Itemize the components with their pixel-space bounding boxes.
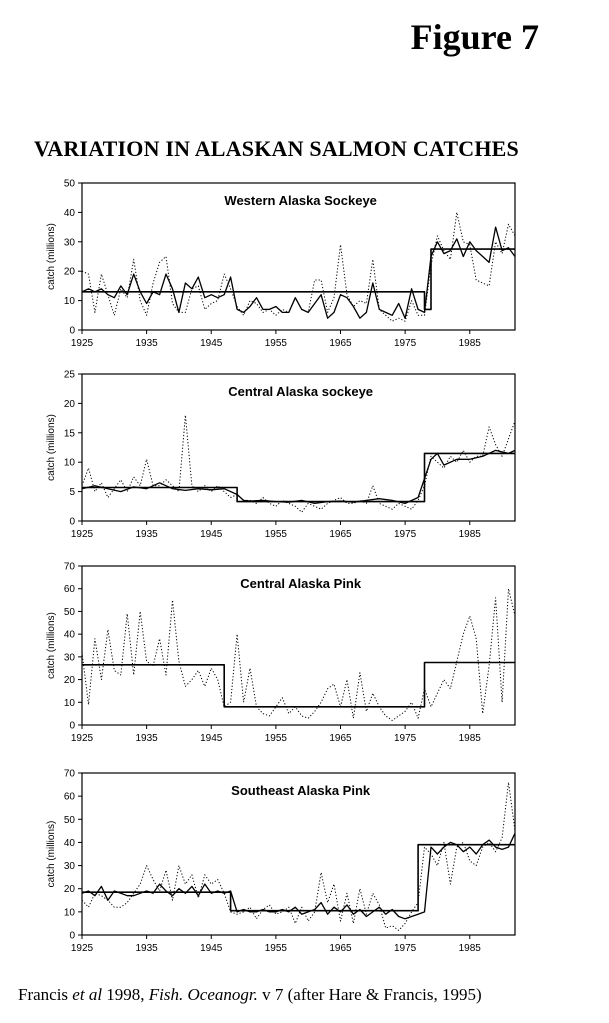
- x-tick-label: 1925: [70, 943, 94, 954]
- x-tick-label: 1965: [329, 733, 352, 744]
- series-solid-line: [82, 227, 515, 318]
- series-step-line: [82, 845, 515, 911]
- y-tick-label: 30: [63, 237, 75, 249]
- x-tick-label: 1955: [264, 338, 288, 349]
- series-dotted-line: [82, 415, 515, 512]
- x-tick-label: 1985: [458, 338, 481, 349]
- caption-journal: Fish. Oceanogr.: [148, 985, 258, 1004]
- panel-title: Central Alaska Pink: [240, 576, 362, 591]
- x-tick-label: 1965: [329, 943, 352, 954]
- y-tick-label: 50: [63, 178, 75, 190]
- x-tick-label: 1975: [394, 338, 417, 349]
- x-tick-label: 1925: [70, 338, 94, 349]
- y-axis-label: catch (millions): [46, 612, 57, 679]
- y-tick-label: 70: [63, 561, 75, 573]
- x-tick-label: 1955: [264, 733, 288, 744]
- y-tick-label: 0: [69, 720, 75, 732]
- y-tick-label: 50: [63, 814, 75, 826]
- x-tick-label: 1945: [200, 943, 223, 954]
- x-tick-label: 1935: [135, 943, 158, 954]
- y-tick-label: 20: [63, 266, 75, 278]
- y-tick-label: 10: [63, 296, 75, 308]
- panel-title: Western Alaska Sockeye: [224, 193, 377, 208]
- x-tick-label: 1955: [264, 943, 288, 954]
- series-step-line: [82, 663, 515, 707]
- panel-title: Central Alaska sockeye: [228, 384, 374, 399]
- x-tick-label: 1975: [394, 529, 417, 540]
- caption-rest: v 7 (after Hare & Francis, 1995): [257, 985, 482, 1004]
- y-tick-label: 5: [69, 487, 75, 499]
- panel-title: Southeast Alaska Pink: [231, 783, 371, 798]
- x-tick-label: 1925: [70, 529, 94, 540]
- x-tick-label: 1945: [200, 733, 223, 744]
- x-tick-label: 1955: [264, 529, 288, 540]
- series-solid-line: [82, 450, 515, 503]
- x-tick-label: 1975: [394, 943, 417, 954]
- y-tick-label: 30: [63, 861, 75, 873]
- x-tick-label: 1935: [135, 733, 158, 744]
- y-axis-label: catch (millions): [46, 820, 57, 888]
- y-tick-label: 40: [63, 837, 75, 849]
- main-title: VARIATION IN ALASKAN SALMON CATCHES: [34, 136, 519, 161]
- x-tick-label: 1925: [70, 733, 94, 744]
- y-tick-label: 10: [63, 697, 75, 709]
- figure-label: Figure 7: [410, 17, 539, 57]
- series-solid-line: [82, 833, 515, 919]
- series-dotted-line: [82, 589, 515, 721]
- y-tick-label: 40: [63, 207, 75, 219]
- y-tick-label: 60: [63, 584, 75, 596]
- y-axis-label: catch (millions): [46, 414, 57, 481]
- y-tick-label: 0: [69, 930, 75, 942]
- y-axis-label: catch (millions): [46, 223, 57, 290]
- y-tick-label: 0: [69, 325, 75, 337]
- figure-caption: [18, 985, 482, 1005]
- x-tick-label: 1965: [329, 338, 352, 349]
- y-tick-label: 30: [63, 652, 75, 664]
- x-tick-label: 1985: [458, 943, 481, 954]
- x-tick-label: 1965: [329, 529, 352, 540]
- y-tick-label: 10: [63, 457, 75, 469]
- x-tick-label: 1935: [135, 338, 158, 349]
- caption-year: 1998,: [102, 985, 149, 1004]
- x-tick-label: 1935: [135, 529, 158, 540]
- series-dotted-line: [82, 782, 515, 930]
- y-tick-label: 20: [63, 675, 75, 687]
- y-tick-label: 40: [63, 629, 75, 641]
- y-tick-label: 25: [63, 369, 75, 381]
- x-tick-label: 1945: [200, 529, 223, 540]
- y-tick-label: 70: [63, 768, 75, 780]
- y-tick-label: 15: [63, 428, 75, 440]
- y-tick-label: 0: [69, 516, 75, 528]
- y-tick-label: 20: [63, 884, 75, 896]
- y-tick-label: 50: [63, 606, 75, 618]
- caption-authors: Francis: [18, 985, 73, 1004]
- y-tick-label: 20: [63, 398, 75, 410]
- y-tick-label: 10: [63, 907, 75, 919]
- x-tick-label: 1985: [458, 529, 481, 540]
- x-tick-label: 1975: [394, 733, 417, 744]
- caption-et-al: et al: [72, 985, 103, 1004]
- y-tick-label: 60: [63, 791, 75, 803]
- x-tick-label: 1945: [200, 338, 223, 349]
- x-tick-label: 1985: [458, 733, 481, 744]
